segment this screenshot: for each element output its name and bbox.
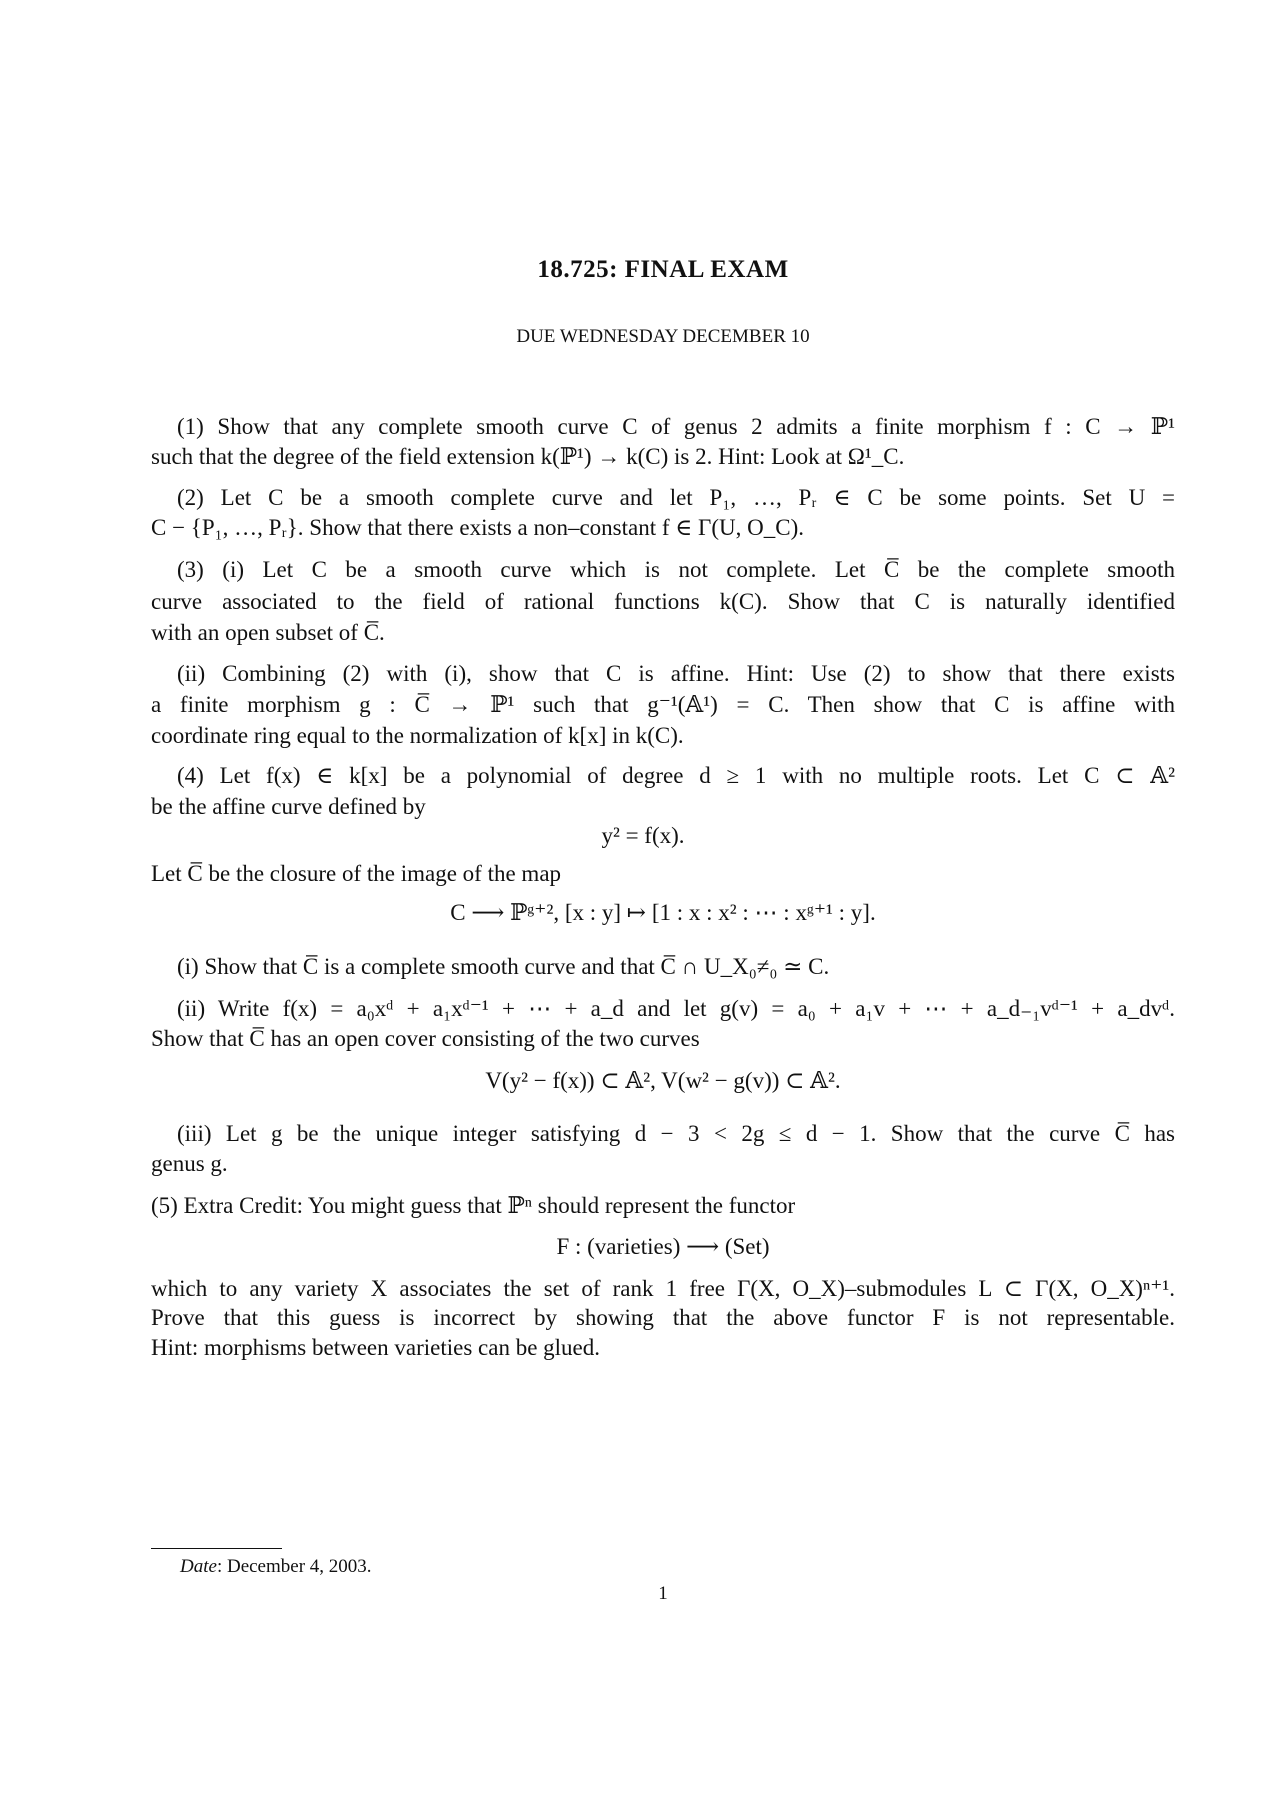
problem-3ii-line: coordinate ring equal to the normalization of k[x] in k(C). <box>151 723 684 748</box>
footnote-date <box>180 1556 372 1578</box>
equation: C ⟶ ℙᵍ⁺², [x : y] ↦ [1 : x : x² : ⋯ : xᵍ⁺¹ : y]. <box>450 900 876 925</box>
problem-4i-line: (i) Show that C̅ is a complete smooth curve and that C̅ ∩ U_X₀≠₀ ≃ C. <box>177 954 830 979</box>
problem-4-line: (4) Let f(x) ∈ k[x] be a polynomial of degree d ≥ 1 with no multiple roots. Let C ⊂ 𝔸² <box>177 763 1175 788</box>
exam-title: 18.725: FINAL EXAM <box>537 256 789 283</box>
footnote-text: : December 4, 2003. <box>216 1556 372 1577</box>
problem-1-line: such that the degree of the field extension k(ℙ¹) → k(C) is 2. Hint: Look at Ω¹_C. <box>151 444 905 469</box>
equation: V(y² − f(x)) ⊂ 𝔸², V(w² − g(v)) ⊂ 𝔸². <box>485 1068 841 1093</box>
problem-4-line: be the affine curve defined by <box>151 794 426 819</box>
equation: F : (varieties) ⟶ (Set) <box>556 1234 770 1259</box>
problem-3-line: with an open subset of C̅. <box>151 620 385 645</box>
problem-5-line: which to any variety X associates the set of rank 1 free Γ(X, O_X)–submodules L ⊂ Γ(X, O_X)ⁿ⁺¹. <box>151 1276 1175 1301</box>
problem-3-line: (3) (i) Let C be a smooth curve which is not complete. Let C̅ be the complete smooth <box>177 557 1175 582</box>
problem-5-line: Hint: morphisms between varieties can be glued. <box>151 1335 601 1360</box>
problem-5-line: Prove that this guess is incorrect by showing that the above functor F is not representable. <box>151 1305 1175 1330</box>
equation: y² = f(x). <box>601 823 685 848</box>
problem-5-line: (5) Extra Credit: You might guess that ℙⁿ should represent the functor <box>151 1193 796 1218</box>
problem-4iii-line: genus g. <box>151 1151 228 1176</box>
problem-3-line: curve associated to the field of rational functions k(C). Show that C is naturally identified <box>151 589 1175 614</box>
problem-4-line: Let C̅ be the closure of the image of the map <box>151 861 562 886</box>
problem-2-line: C − {P₁, …, Pᵣ}. Show that there exists a non–constant f ∈ Γ(U, O_C). <box>151 515 804 540</box>
problem-3ii-line: a finite morphism g : C̅ → ℙ¹ such that g⁻¹(𝔸¹) = C. Then show that C is affine with <box>151 692 1175 717</box>
footnote-rule <box>151 1548 282 1549</box>
page-number: 1 <box>658 1583 668 1604</box>
problem-4ii-line: Show that C̅ has an open cover consisting of the two curves <box>151 1026 700 1051</box>
due-date: DUE WEDNESDAY DECEMBER 10 <box>516 326 810 347</box>
problem-3ii-line: (ii) Combining (2) with (i), show that C is affine. Hint: Use (2) to show that there exists <box>177 661 1175 686</box>
problem-4iii-line: (iii) Let g be the unique integer satisfying d − 3 < 2g ≤ d − 1. Show that the curve C̅ has <box>177 1121 1175 1146</box>
problem-2-line: (2) Let C be a smooth complete curve and let P₁, …, Pᵣ ∈ C be some points. Set U = <box>177 485 1175 510</box>
problem-1-line: (1) Show that any complete smooth curve C of genus 2 admits a finite morphism f : C → ℙ¹ <box>177 414 1175 439</box>
footnote-label: Date <box>180 1556 217 1577</box>
problem-4ii-line: (ii) Write f(x) = a₀xᵈ + a₁xᵈ⁻¹ + ⋯ + a_d and let g(v) = a₀ + a₁v + ⋯ + a_d₋₁vᵈ⁻¹ + a_dvᵈ. <box>177 996 1175 1021</box>
